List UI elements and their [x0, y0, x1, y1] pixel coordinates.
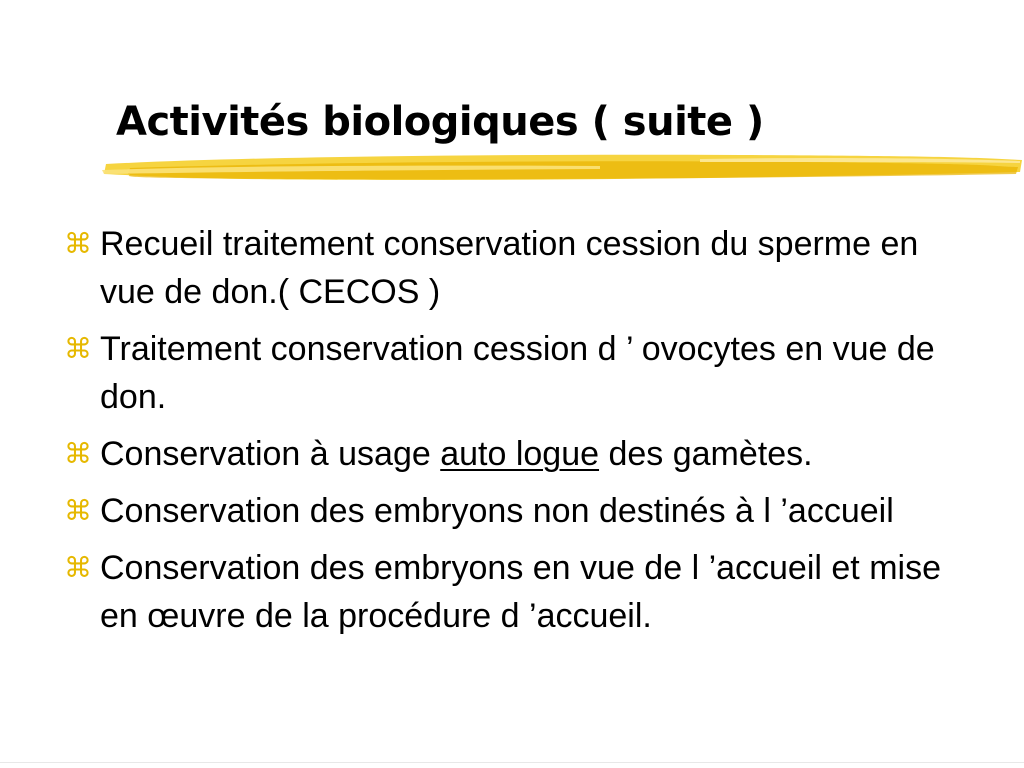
command-key-bullet-icon: ⌘ — [64, 494, 92, 527]
bullet-text: Traitement conservation cession d ’ ovocytes en vue de don. — [100, 330, 935, 416]
bullet-list — [64, 220, 964, 649]
list-item — [64, 325, 964, 421]
bullet-text-after: des gamètes. — [599, 435, 813, 473]
underlined-term: auto logue — [440, 435, 600, 473]
command-key-bullet-icon: ⌘ — [64, 227, 92, 260]
bullet-text: Conservation des embryons non destinés à l ’accueil — [100, 492, 894, 530]
list-item — [64, 220, 964, 316]
command-key-bullet-icon: ⌘ — [64, 551, 92, 584]
command-key-bullet-icon: ⌘ — [64, 437, 92, 470]
bottom-divider — [0, 762, 1024, 763]
bullet-text: Recueil traitement conservation cession du sperme en vue de don.( CECOS ) — [100, 225, 919, 311]
list-item — [64, 487, 964, 535]
slide-title: Activités biologiques ( suite ) — [116, 99, 764, 145]
bullet-text: Conservation des embryons en vue de l ’accueil et mise en œuvre de la procédure d ’accueil. — [100, 549, 941, 635]
command-key-bullet-icon: ⌘ — [64, 332, 92, 365]
list-item — [64, 544, 964, 640]
list-item — [64, 430, 964, 478]
yellow-brush-underline — [100, 150, 1024, 188]
bullet-text-before: Conservation à usage — [100, 435, 441, 473]
